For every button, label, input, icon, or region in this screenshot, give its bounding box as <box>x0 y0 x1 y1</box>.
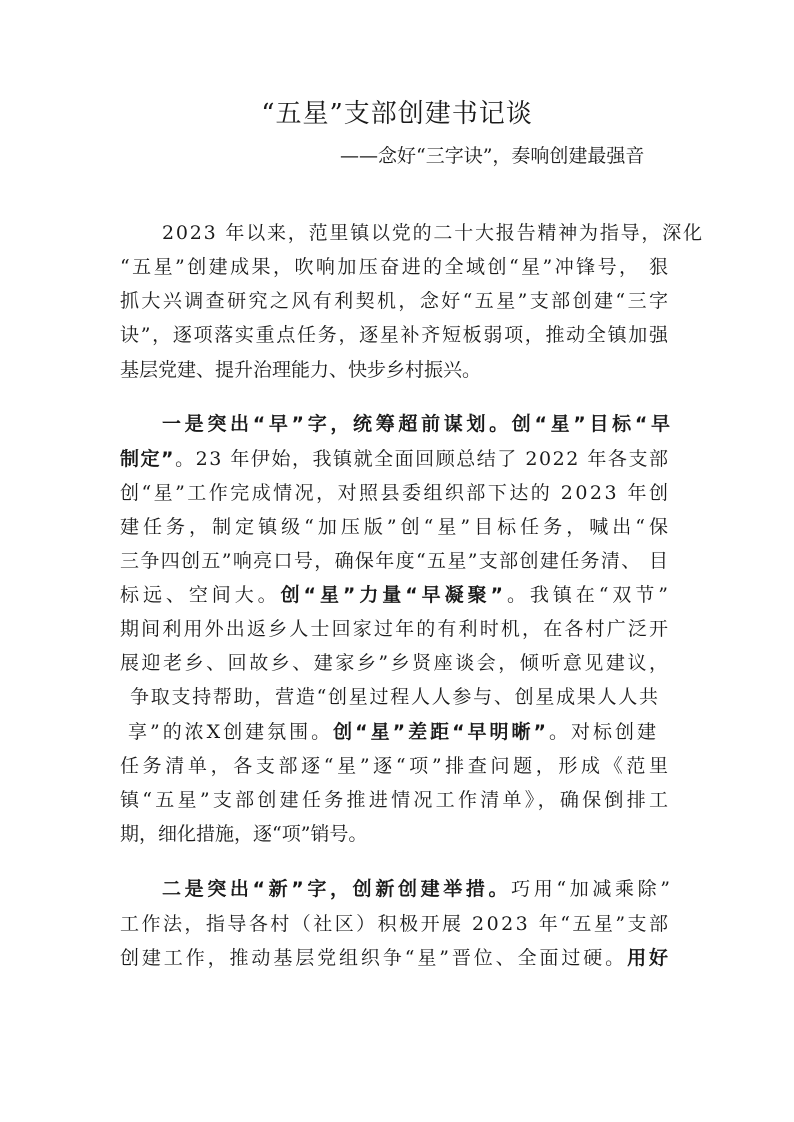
body-text: “五星”创建成果，吹响加压奋进的全域创“星”冲锋号， 狠 <box>120 256 671 278</box>
bold-heading-text: 用好 <box>627 947 671 969</box>
paragraph-line <box>120 944 671 972</box>
body-text: 。我镇在“双节” <box>506 584 672 606</box>
bold-heading-text: 创“星”差距“早明晰” <box>333 721 550 743</box>
body-text: 工作法，指导各村（社区）积极开展 2023 年“五星”支部 <box>120 913 671 935</box>
body-text: 创“星”工作完成情况，对照县委组织部下达的 2023 年创 <box>120 482 671 504</box>
paragraph-line <box>120 356 481 384</box>
paragraph-line <box>128 718 659 746</box>
body-text: 创建工作，推动基层党组织争“星”晋位、全面过硬。 <box>120 947 628 969</box>
paragraph-line <box>162 875 674 903</box>
body-text: 。对标创建 <box>549 721 659 743</box>
bold-heading-text: 一是突出“早”字，统筹超前谋划。创“星”目标“早 <box>162 413 674 435</box>
paragraph-line <box>120 581 672 609</box>
paragraph-line <box>120 752 672 780</box>
body-text: 基层党建、提升治理能力、快步乡村振兴。 <box>120 359 482 381</box>
bold-heading-text: 创“星”力量“早凝聚” <box>280 584 507 606</box>
paragraph-line <box>120 547 669 575</box>
body-text: 展迎老乡、回故乡、建家乡”乡贤座谈会，倾听意见建议， <box>120 652 671 674</box>
paragraph-line <box>162 410 674 438</box>
paragraph-line <box>120 820 367 848</box>
body-text: 抓大兴调查研究之风有利契机，念好“五星”支部创建“三字 <box>120 290 671 312</box>
paragraph-line <box>120 445 670 473</box>
bold-heading-text: 二是突出“新”字，创新创建举措。 <box>162 878 512 900</box>
paragraph-line <box>162 219 704 247</box>
body-text: 任务清单，各支部逐“星”逐“项”排查问题，形成《范里 <box>120 755 672 777</box>
body-text: 期间利用外出返乡人士回家过年的有利时机，在各村广泛开 <box>120 618 671 640</box>
paragraph-line <box>130 683 660 711</box>
body-text: 。23 年伊始，我镇就全面回顾总结了 2022 年各支部 <box>175 448 670 470</box>
document-subtitle: ——念好“三字诀”，奏响创建最强音 <box>340 145 645 167</box>
paragraph-line <box>120 479 670 507</box>
document-title: “五星”支部创建书记谈 <box>261 99 533 129</box>
body-text: 享”的浓X创建氛围。 <box>128 721 334 743</box>
body-text: 建任务，制定镇级“加压版”创“星”目标任务，喊出“保 <box>120 516 673 538</box>
body-text: 巧用“加减乘除” <box>511 878 674 900</box>
body-text: 争取支持帮助，营造“创星过程人人参与、创星成果人人共 <box>130 686 660 708</box>
paragraph-line <box>120 910 670 938</box>
body-text: 标远、空间大。 <box>120 584 281 606</box>
bold-heading-text: 制定” <box>120 448 176 470</box>
paragraph-line <box>120 253 670 281</box>
body-text: 2023 年以来，范里镇以党的二十大报告精神为指导，深化 <box>162 222 704 244</box>
paragraph-line <box>120 649 671 677</box>
paragraph-line <box>120 615 670 643</box>
paragraph-line <box>120 321 670 349</box>
body-text: 诀”，逐项落实重点任务，逐星补齐短板弱项，推动全镇加强 <box>120 324 670 346</box>
paragraph-line <box>120 786 671 814</box>
body-text: 镇“五星”支部创建任务推进情况工作清单》，确保倒排工 <box>120 789 672 811</box>
paragraph-line <box>120 513 672 541</box>
body-text: 三争四创五”响亮口号，确保年度“五星”支部创建任务清、 目 <box>120 550 670 572</box>
paragraph-line <box>120 287 670 315</box>
body-text: 期，细化措施，逐“项”销号。 <box>120 823 368 845</box>
